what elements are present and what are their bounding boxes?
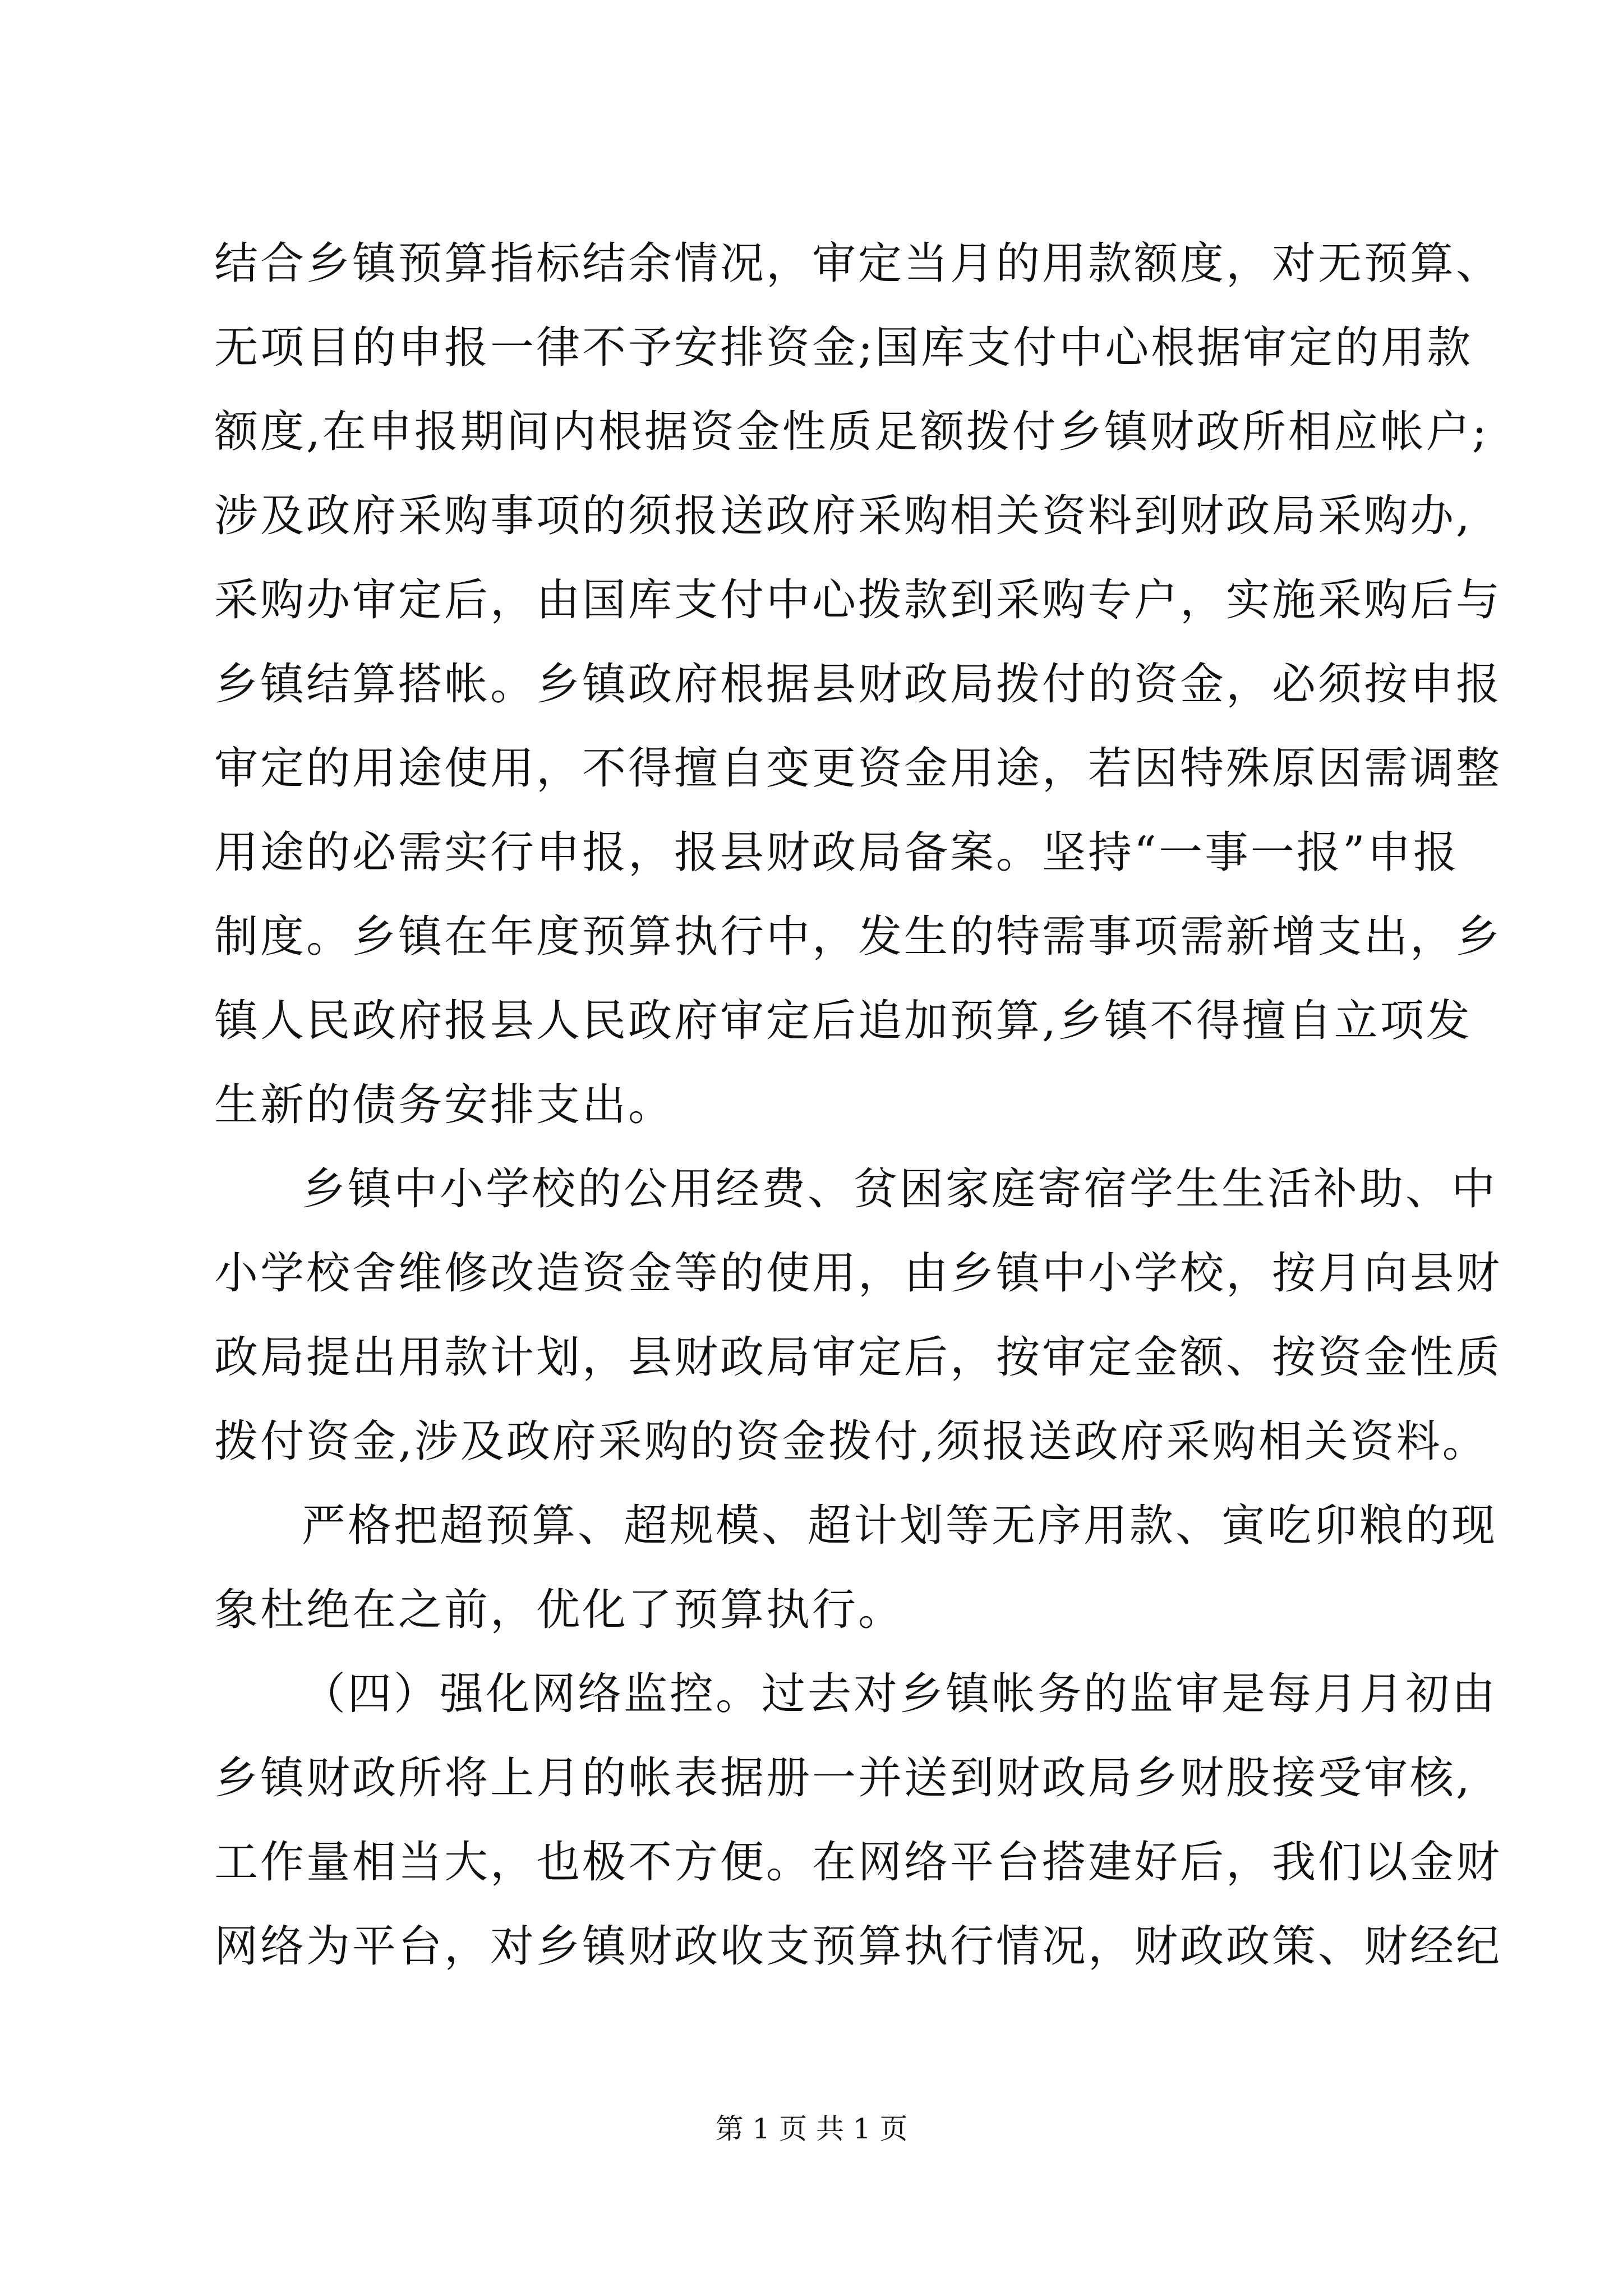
document-body <box>214 222 1502 1989</box>
text-line: 网络为平台，对乡镇财政收支预算执行情况，财政政策、财经纪 <box>214 1921 1502 1972</box>
text-line: 镇人民政府报县人民政府审定后追加预算,乡镇不得擅自立项发 <box>214 996 1472 1046</box>
text-line: 小学校舍维修改造资金等的使用，由乡镇中小学校，按月向县财 <box>214 1248 1502 1299</box>
paragraph-first-line: 严格把超预算、超规模、超计划等无序用款、寅吃卯粮的现 <box>302 1501 1498 1551</box>
page-number-footer: 第 1 页 共 1 页 <box>715 2113 908 2145</box>
paragraph-first-line: 乡镇中小学校的公用经费、贫困家庭寄宿学生生活补助、中 <box>302 1164 1498 1214</box>
text-line: 工作量相当大，也极不方便。在网络平台搭建好后，我们以金财 <box>214 1837 1502 1888</box>
text-line: 采购办审定后，由国库支付中心拨款到采购专户，实施采购后与 <box>214 575 1502 625</box>
text-line: 政局提出用款计划，县财政局审定后，按审定金额、按资金性质 <box>214 1332 1502 1383</box>
text-line: 审定的用途使用，不得擅自变更资金用途，若因特殊原因需调整 <box>214 743 1502 794</box>
paragraph-first-line: （四）强化网络监控。过去对乡镇帐务的监审是每月月初由 <box>302 1669 1498 1719</box>
text-line: 象杜绝在之前，优化了预算执行。 <box>214 1585 905 1635</box>
text-line: 乡镇结算搭帐。乡镇政府根据县财政局拨付的资金，必须按申报 <box>214 659 1502 710</box>
text-line: 生新的债务安排支出。 <box>214 1080 675 1130</box>
text-line: 拨付资金,涉及政府采购的资金拨付,须报送政府采购相关资料。 <box>214 1416 1488 1467</box>
text-line: 结合乡镇预算指标结余情况，审定当月的用款额度，对无预算、 <box>214 238 1502 289</box>
text-line: 乡镇财政所将上月的帐表据册一并送到财政局乡财股接受审核, <box>214 1753 1472 1803</box>
text-line: 用途的必需实行申报，报县财政局备案。坚持“一事一报”申报 <box>214 827 1459 878</box>
text-line: 涉及政府采购事项的须报送政府采购相关资料到财政局采购办, <box>214 491 1472 541</box>
text-line: 额度,在申报期间内根据资金性质足额拨付乡镇财政所相应帐户; <box>214 407 1490 457</box>
text-line: 制度。乡镇在年度预算执行中，发生的特需事项需新增支出，乡 <box>214 912 1502 962</box>
text-line: 无项目的申报一律不予安排资金;国库支付中心根据审定的用款 <box>214 323 1473 373</box>
